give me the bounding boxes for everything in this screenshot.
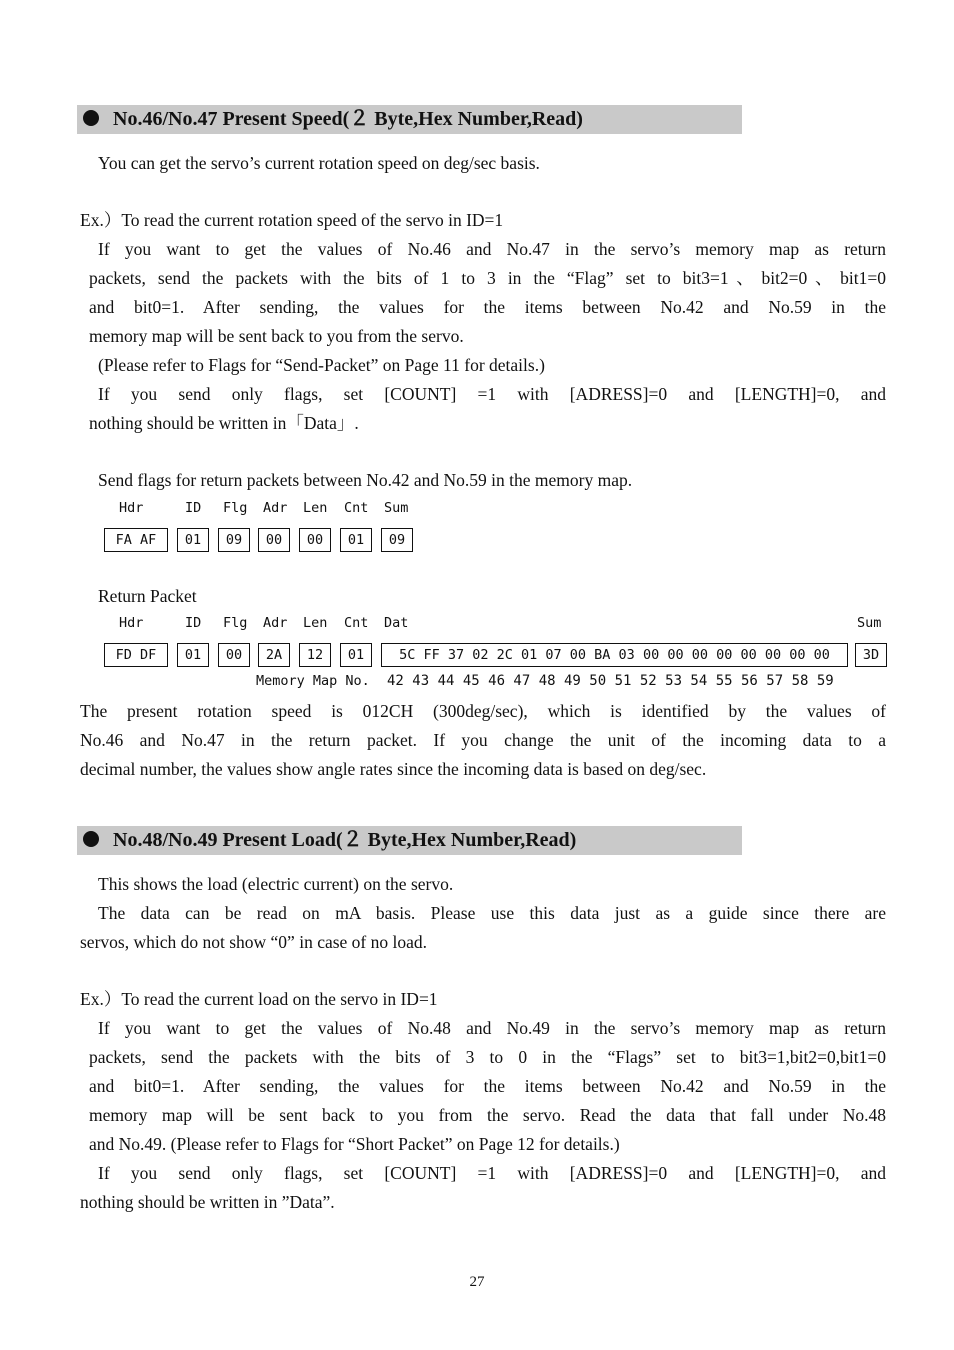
flags-line: If you send only flags, set [COUNT] =1 with [ADRESS]=0 and [LENGTH]=0, and <box>98 1163 886 1183</box>
flags-paragraph <box>89 380 886 438</box>
example-line: memory map will be sent back to you from the servo. <box>89 326 464 346</box>
packet-adr-box: 00 <box>258 528 290 552</box>
example-title: Ex.）To read the current rotation speed of the servo in ID=1 <box>80 210 504 230</box>
result-paragraph <box>80 697 886 784</box>
example-line: and bit0=1. After sending, the values for the items between No.42 and No.59 in the <box>89 297 886 317</box>
label-flg: Flg <box>223 500 248 516</box>
flags-paragraph <box>80 1159 886 1217</box>
label-len: Len <box>303 500 328 516</box>
intro-line: servos, which do not show “0” in case of no load. <box>80 932 428 952</box>
packet-hdr-box: FA AF <box>104 528 168 552</box>
intro-text: This shows the load (electric current) on the servo. <box>98 874 454 894</box>
example-line: If you want to get the values of No.48 and No.49 in the servo’s memory map as return <box>98 1018 886 1038</box>
label-cnt: Cnt <box>344 615 369 631</box>
label-adr: Adr <box>263 500 288 516</box>
result-line: decimal number, the values show angle rates since the incoming data is based on deg/sec. <box>80 759 707 779</box>
label-adr: Adr <box>263 615 288 631</box>
intro-line: The data can be read on mA basis. Please use this data just as a guide since there are <box>98 903 886 923</box>
packet-len-box: 00 <box>299 528 331 552</box>
label-hdr: Hdr <box>119 500 144 516</box>
result-line: The present rotation speed is 012CH (300deg/sec), which is identified by the values of <box>80 701 886 721</box>
packet-flg-box: 09 <box>218 528 250 552</box>
bullet-icon <box>83 110 99 126</box>
flags-line: nothing should be written in「Data」. <box>89 413 359 433</box>
flags-line: If you send only flags, set [COUNT] =1 with [ADRESS]=0 and [LENGTH]=0, and <box>98 384 886 404</box>
packet-id-box: 01 <box>177 643 209 667</box>
example-line: memory map will be sent back to you from the servo. Read the data that fall under No.48 <box>89 1105 886 1125</box>
example-title: Ex.）To read the current load on the servo in ID=1 <box>80 989 438 1009</box>
packet-adr-box: 2A <box>258 643 290 667</box>
example-paragraph <box>89 235 886 351</box>
packet-id-box: 01 <box>177 528 209 552</box>
heading-text: No.46/No.47 Present Speed(２ Byte,Hex Number,Read) <box>113 108 583 130</box>
example-line: If you want to get the values of No.46 and No.47 in the servo’s memory map as return <box>98 239 886 259</box>
return-caption: Return Packet <box>98 586 197 606</box>
packet-dat-box: 5C FF 37 02 2C 01 07 00 BA 03 00 00 00 00 00 00 00 00 <box>381 643 848 667</box>
send-caption: Send flags for return packets between No.42 and No.59 in the memory map. <box>98 470 633 490</box>
packet-sum-box: 09 <box>381 528 413 552</box>
example-line: and bit0=1. After sending, the values for the items between No.42 and No.59 in the <box>89 1076 886 1096</box>
result-line: No.46 and No.47 in the return packet. If you change the unit of the incoming data to a <box>80 730 886 750</box>
example-line: and No.49. (Please refer to Flags for “Short Packet” on Page 12 for details.) <box>89 1134 620 1154</box>
label-sum: Sum <box>857 615 882 631</box>
heading-text: No.48/No.49 Present Load(２ Byte,Hex Number,Read) <box>113 829 577 851</box>
example-line: packets, send the packets with the bits of 3 to 0 in the “Flags” set to bit3=1,bit2=0,bit1=0 <box>89 1047 886 1067</box>
memory-map-label: Memory Map No. <box>256 673 370 689</box>
label-flg: Flg <box>223 615 248 631</box>
section-heading-present-load <box>77 826 742 855</box>
packet-cnt-box: 01 <box>340 643 372 667</box>
packet-hdr-box: FD DF <box>104 643 168 667</box>
packet-flg-box: 00 <box>218 643 250 667</box>
packet-len-box: 12 <box>299 643 331 667</box>
packet-cnt-box: 01 <box>340 528 372 552</box>
label-hdr: Hdr <box>119 615 144 631</box>
page-number: 27 <box>469 1274 485 1290</box>
example-paragraph <box>89 1014 886 1159</box>
label-len: Len <box>303 615 328 631</box>
label-dat: Dat <box>384 615 409 631</box>
label-id: ID <box>185 615 202 631</box>
flags-line: nothing should be written in ”Data”. <box>80 1192 335 1212</box>
intro-paragraph <box>80 899 886 957</box>
memory-map-numbers: 42 43 44 45 46 47 48 49 50 51 52 53 54 55 56 57 58 59 <box>387 673 834 689</box>
packet-sum-box: 3D <box>855 643 887 667</box>
label-cnt: Cnt <box>344 500 369 516</box>
refer-note: (Please refer to Flags for “Send-Packet” on Page 11 for details.) <box>98 355 545 375</box>
intro-text: You can get the servo’s current rotation speed on deg/sec basis. <box>98 153 540 173</box>
example-line: packets, send the packets with the bits of 1 to 3 in the “Flag” set to bit3=1、bit2=0、bit1=0 <box>89 268 886 288</box>
bullet-icon <box>83 831 99 847</box>
label-sum: Sum <box>384 500 409 516</box>
section-heading-present-speed <box>77 105 742 134</box>
label-id: ID <box>185 500 202 516</box>
